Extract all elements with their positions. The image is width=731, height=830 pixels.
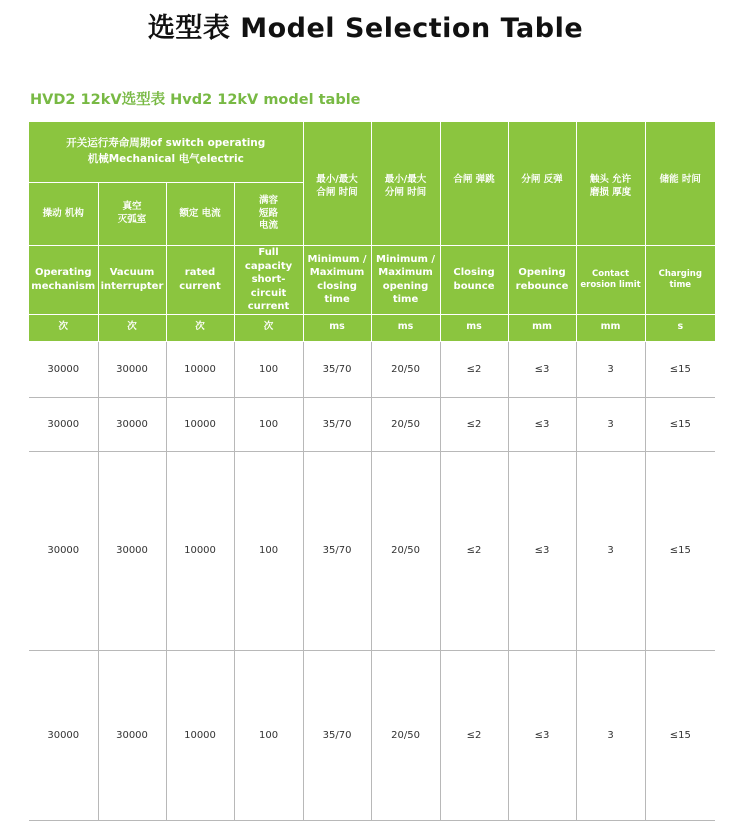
table-cell: ≤3 — [508, 650, 576, 820]
vacuum-interrupter-en-header: Vacuum interrupter — [98, 246, 166, 315]
opening-time-en-header: Minimum / Maximum opening time — [371, 246, 440, 315]
table-cell: 30000 — [98, 397, 166, 451]
operating-mechanism-en-header: Operating mechanism — [29, 246, 98, 315]
opening-rebounce-en-header: Opening rebounce — [508, 246, 576, 315]
table-cell: 100 — [234, 397, 303, 451]
unit-cell: mm — [508, 314, 576, 341]
group-header-line-1: 开关运行寿命周期of switch operating — [66, 137, 266, 150]
table-cell: 10000 — [166, 650, 234, 820]
contact-erosion-cn-header: 触头 允许 磨损 厚度 — [576, 122, 645, 246]
table-cell: 100 — [234, 341, 303, 397]
table-cell: 30000 — [98, 650, 166, 820]
table-cell: ≤15 — [645, 397, 715, 451]
rated-current-cn-header: 额定 电流 — [166, 183, 234, 246]
table-cell: 35/70 — [303, 397, 371, 451]
rated-current-en-header: rated current — [166, 246, 234, 315]
unit-cell: 次 — [29, 314, 98, 341]
vacuum-interrupter-cn-header: 真空 灭弧室 — [98, 183, 166, 246]
table-cell: 3 — [576, 341, 645, 397]
table-cell: 3 — [576, 397, 645, 451]
closing-bounce-cn-header: 合闸 弹跳 — [440, 122, 508, 246]
table-cell: 35/70 — [303, 650, 371, 820]
table-cell: 30000 — [29, 451, 98, 650]
table-cell: ≤15 — [645, 451, 715, 650]
table-row — [29, 650, 715, 820]
short-circuit-en-header: Full capacity short-circuit current — [234, 246, 303, 315]
short-circuit-cn-header: 满容 短路 电流 — [234, 183, 303, 246]
closing-time-cn-header: 最小/最大 合闸 时间 — [303, 122, 371, 246]
charging-time-en-header: Charging time — [645, 246, 715, 315]
table-cell: 30000 — [29, 397, 98, 451]
unit-cell: ms — [303, 314, 371, 341]
unit-cell: ms — [440, 314, 508, 341]
table-cell: 20/50 — [371, 451, 440, 650]
table-cell: ≤15 — [645, 650, 715, 820]
group-header-line-2: 机械Mechanical 电气electric — [87, 153, 244, 165]
table-cell: 100 — [234, 650, 303, 820]
page-title: 选型表 Model Selection Table — [147, 13, 584, 44]
opening-time-cn-header: 最小/最大 分闸 时间 — [371, 122, 440, 246]
closing-time-en-header: Minimum / Maximum closing time — [303, 246, 371, 315]
table-cell: 20/50 — [371, 650, 440, 820]
unit-cell: 次 — [166, 314, 234, 341]
operating-mechanism-cn-header: 操动 机构 — [29, 183, 98, 246]
table-cell: 10000 — [166, 341, 234, 397]
life-cycle-group-header — [29, 122, 303, 183]
unit-cell: mm — [576, 314, 645, 341]
unit-cell: ms — [371, 314, 440, 341]
table-cell: ≤3 — [508, 397, 576, 451]
table-cell: 35/70 — [303, 341, 371, 397]
opening-rebounce-cn-header: 分闸 反弹 — [508, 122, 576, 246]
table-cell: 30000 — [98, 341, 166, 397]
table-cell: ≤2 — [440, 451, 508, 650]
unit-cell: 次 — [234, 314, 303, 341]
charging-time-cn-header: 储能 时间 — [645, 122, 715, 246]
table-cell: 30000 — [29, 650, 98, 820]
table-cell: ≤3 — [508, 451, 576, 650]
table-cell: 3 — [576, 650, 645, 820]
table-cell: ≤15 — [645, 341, 715, 397]
table-row — [29, 397, 715, 451]
table-cell: 30000 — [98, 451, 166, 650]
table-cell: ≤2 — [440, 650, 508, 820]
contact-erosion-en-header: Contact erosion limit — [576, 246, 645, 315]
table-row — [29, 451, 715, 650]
table-cell: 20/50 — [371, 397, 440, 451]
table-cell: ≤3 — [508, 341, 576, 397]
table-cell: 100 — [234, 451, 303, 650]
table-cell: 35/70 — [303, 451, 371, 650]
table-cell: 20/50 — [371, 341, 440, 397]
unit-cell: 次 — [98, 314, 166, 341]
model-selection-table — [29, 121, 715, 821]
closing-bounce-en-header: Closing bounce — [440, 246, 508, 315]
table-cell: 10000 — [166, 451, 234, 650]
table-cell: 3 — [576, 451, 645, 650]
table-cell: 10000 — [166, 397, 234, 451]
table-subtitle: HVD2 12kV选型表 Hvd2 12kV model table — [30, 92, 361, 108]
unit-cell: s — [645, 314, 715, 341]
table-row — [29, 341, 715, 397]
table-cell: 30000 — [29, 341, 98, 397]
table-cell: ≤2 — [440, 341, 508, 397]
table-cell: ≤2 — [440, 397, 508, 451]
